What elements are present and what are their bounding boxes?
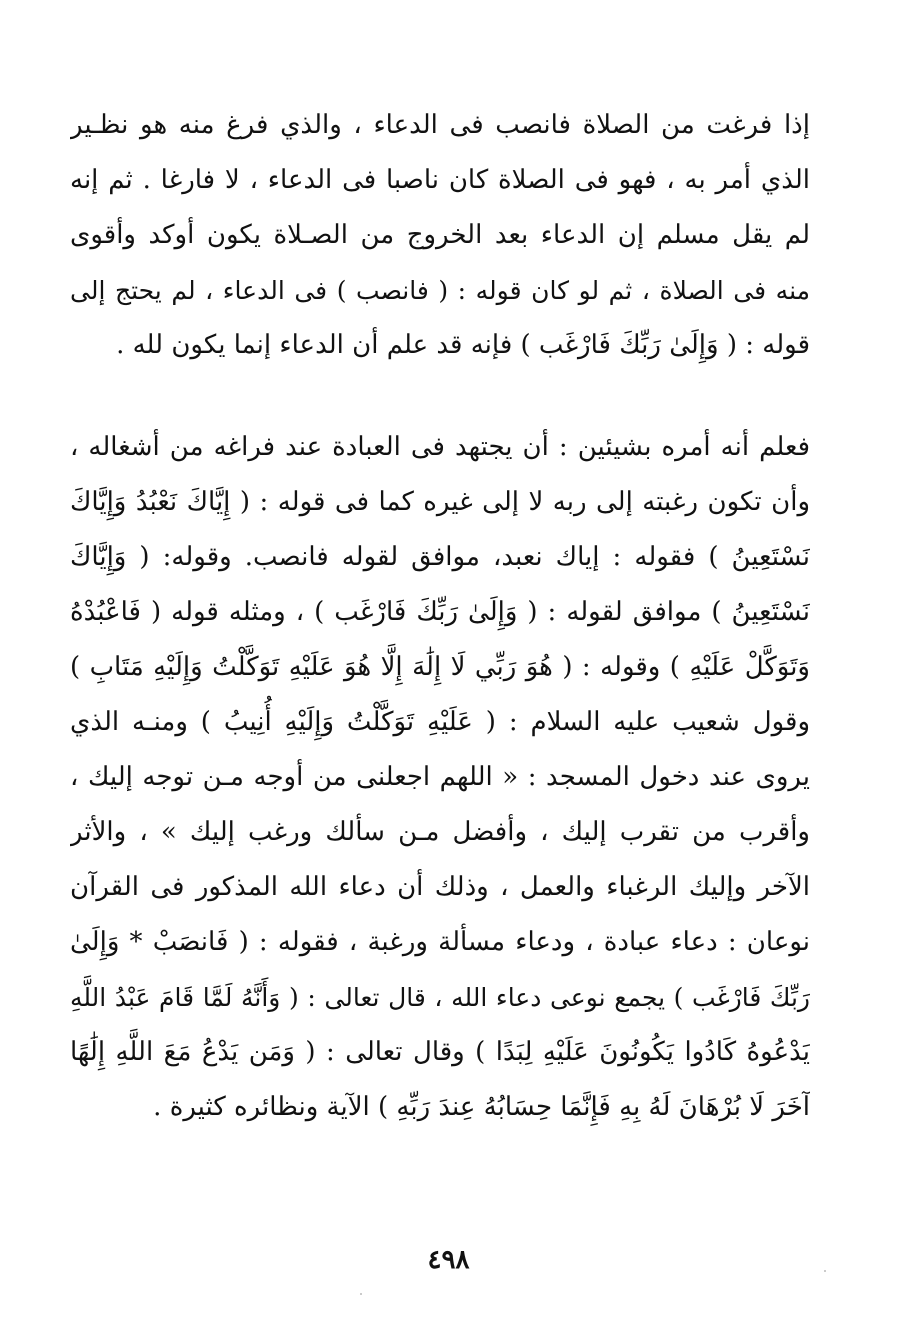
page-number: ٤٩٨ — [427, 1245, 470, 1275]
text-line: الذي أمر به ، فهو فى الصلاة كان ناصبا فى الدعاء ، لا فارغا . ثم إنه — [70, 165, 810, 195]
text-line: وقول شعيب عليه السلام : ( عَلَيْهِ تَوَكَّلْتُ وَإِلَيْهِ أُنِيبُ ) ومنـه الذي — [70, 707, 810, 737]
paragraph-2 — [70, 420, 810, 1135]
text-line: فعلم أنه أمره بشيئين : أن يجتهد فى العبادة عند فراغه من أشغاله ، — [70, 432, 810, 462]
text-line: وَتَوَكَّلْ عَلَيْهِ ) وقوله : ( هُوَ رَبِّي لَا إِلَٰهَ إِلَّا هُوَ عَلَيْهِ تَوَكَّلْتُ وَإِلَيْهِ مَتَابِ ) — [70, 652, 810, 682]
text-line: لم يقل مسلم إن الدعاء بعد الخروج من الصـلاة يكون أوكد وأقوى — [70, 220, 810, 250]
text-line: آخَرَ لَا بُرْهَانَ لَهُ بِهِ فَإِنَّمَا حِسَابُهُ عِندَ رَبِّهِ ) الآية ونظائره كثيرة . — [153, 1092, 810, 1122]
text-line: نوعان : دعاء عبادة ، ودعاء مسألة ورغبة ، فقوله : ( فَانصَبْ * وَإِلَىٰ — [70, 927, 810, 957]
text-line: منه فى الصلاة ، ثم لو كان قوله : ( فانصب ) فى الدعاء ، لم يحتج إلى — [70, 276, 810, 305]
scan-speck — [824, 1270, 826, 1272]
text-line: إذا فرغت من الصلاة فانصب فى الدعاء ، والذي فرغ منه هو نظـير — [70, 110, 810, 140]
text-line: الآخر وإليك الرغباء والعمل ، وذلك أن دعاء الله المذكور فى القرآن — [70, 872, 810, 902]
text-line: يروى عند دخول المسجد : « اللهم اجعلنى من أوجه مـن توجه إليك ، — [70, 762, 810, 792]
text-line: نَسْتَعِينُ ) فقوله : إياك نعبد، موافق لقوله فانصب. وقوله: ( وَإِيَّاكَ — [70, 542, 810, 572]
paragraph-1 — [70, 98, 810, 373]
text-line: قوله : ( وَإِلَىٰ رَبِّكَ فَارْغَب ) فإنه قد علم أن الدعاء إنما يكون لله . — [116, 330, 810, 360]
text-line: رَبِّكَ فَارْغَب ) يجمع نوعى دعاء الله ، قال تعالى : ( وَأَنَّهُ لَمَّا قَامَ عَبْدُ اللَّهِ — [70, 983, 810, 1012]
text-line: نَسْتَعِينُ ) موافق لقوله : ( وَإِلَىٰ رَبِّكَ فَارْغَب ) ، ومثله قوله ( فَاعْبُدْهُ — [70, 597, 810, 627]
scan-speck — [360, 1293, 362, 1295]
text-line: يَدْعُوهُ كَادُوا يَكُونُونَ عَلَيْهِ لِبَدًا ) وقال تعالى : ( وَمَن يَدْعُ مَعَ اللَّهِ إِلَٰهًا — [70, 1037, 810, 1067]
text-line: وأقرب من تقرب إليك ، وأفضل مـن سألك ورغب إليك » ، والأثر — [70, 817, 810, 847]
text-line: وأن تكون رغبته إلى ربه لا إلى غيره كما فى قوله : ( إِيَّاكَ نَعْبُدُ وَإِيَّاكَ — [70, 487, 810, 517]
